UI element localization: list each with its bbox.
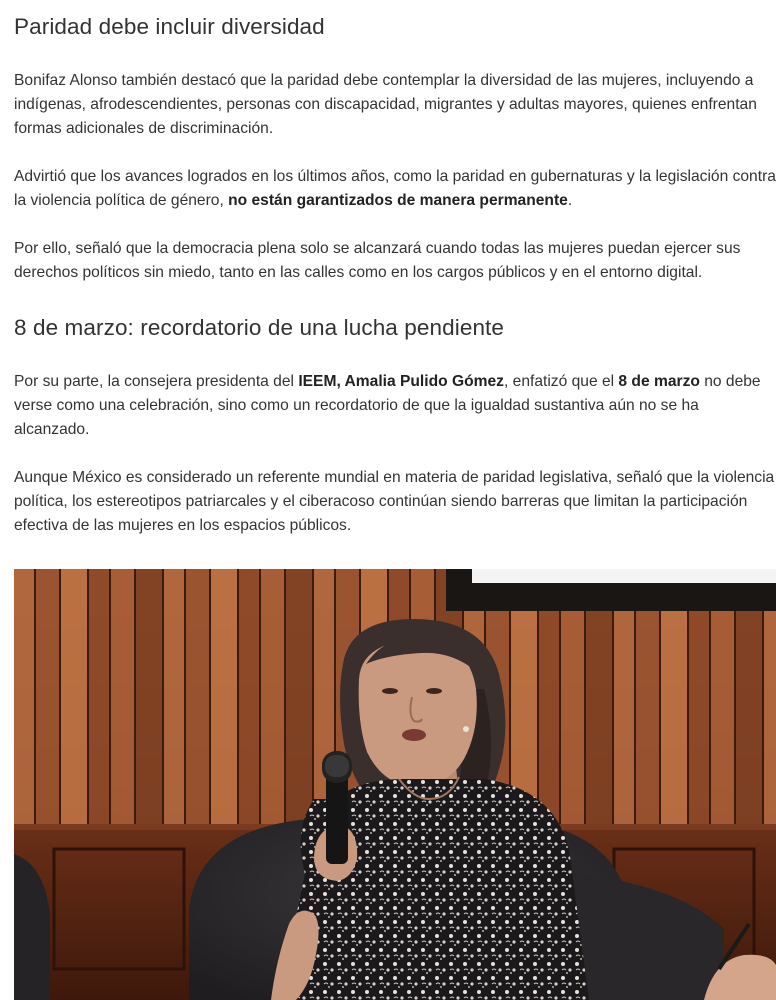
paragraph-democracia: Por ello, señaló que la democracia plena solo se alcanzará cuando todas las mujeres puedan ejercer sus derechos políticos sin miedo, tanto en las calles como en los cargos públicos y en el entorno digital. bbox=[14, 240, 741, 281]
wood-slat-gap bbox=[59, 569, 61, 824]
emphasis-no-garantizados: no están garantizados de manera permanente bbox=[228, 192, 568, 209]
paragraph-avances bbox=[14, 165, 776, 213]
left-eye bbox=[382, 688, 398, 694]
wood-slat bbox=[239, 569, 261, 824]
wood-slat bbox=[36, 569, 61, 824]
wood-slat-gap bbox=[312, 569, 314, 824]
paragraph-mexico-referente: Aunque México es considerado un referente mundial en materia de paridad legislativa, señaló que la violencia política, los estereotipos patriarcales y el ciberacoso continúan siendo barreras que limitan la participación efectiva de las mujeres en los espacios públicos. bbox=[14, 469, 775, 534]
wood-slat bbox=[89, 569, 111, 824]
wood-slat-gap bbox=[184, 569, 186, 824]
face bbox=[359, 639, 477, 787]
wood-slat-gap bbox=[134, 569, 136, 824]
paragraph-consejera-a: Por su parte, la consejera presidenta del bbox=[14, 373, 299, 390]
wood-slat-gap bbox=[259, 569, 261, 824]
paragraph-consejera-c: no debe verse como una celebración, sino como un recordatorio de que la igualdad sustantiva aún no se ha alcanzado. bbox=[14, 373, 761, 438]
paragraph-diversidad: Bonifaz Alonso también destacó que la paridad debe contemplar la diversidad de las mujeres, incluyendo a indígenas, afrodescendientes, personas con discapacidad, migrantes y adultas mayores, quienes enfrentan formas adicionales de discriminación. bbox=[14, 72, 757, 137]
microphone-grille bbox=[325, 755, 349, 777]
wood-slat-gap bbox=[109, 569, 111, 824]
emphasis-ieem-name: IEEM, Amalia Pulido Gómez bbox=[298, 373, 504, 390]
article-body bbox=[14, 12, 776, 538]
wood-slat bbox=[186, 569, 211, 824]
mouth bbox=[402, 729, 426, 741]
wood-slat bbox=[136, 569, 164, 824]
paragraph-consejera-b: , enfatizó que el bbox=[503, 373, 619, 390]
photo-illustration bbox=[14, 569, 776, 1000]
section-heading-paridad: Paridad debe incluir diversidad bbox=[14, 14, 325, 39]
wood-slat-gap bbox=[209, 569, 211, 824]
wood-slat bbox=[286, 569, 314, 824]
wood-slat bbox=[164, 569, 186, 824]
paragraph-consejera bbox=[14, 370, 776, 442]
microphone-handle bbox=[326, 774, 348, 864]
wood-slat-gap bbox=[162, 569, 164, 824]
paragraph-avances-end: . bbox=[567, 192, 573, 209]
earring bbox=[463, 726, 469, 732]
section-heading-8-marzo: 8 de marzo: recordatorio de una lucha pendiente bbox=[14, 315, 505, 340]
wood-slat-gap bbox=[284, 569, 286, 824]
right-eye bbox=[426, 688, 442, 694]
wood-slat-gap bbox=[237, 569, 239, 824]
wood-slat bbox=[261, 569, 286, 824]
wood-slat bbox=[111, 569, 136, 824]
article-photo bbox=[14, 569, 776, 1000]
paragraph-avances-text: Advirtió que los avances logrados en los últimos años, como la paridad en gubernaturas y la legislación contra la violencia política de género, bbox=[14, 168, 776, 209]
wood-slat-gap bbox=[87, 569, 89, 824]
wood-slat bbox=[211, 569, 239, 824]
wood-slat-gap bbox=[34, 569, 36, 824]
emphasis-8-marzo: 8 de marzo bbox=[618, 373, 700, 390]
wood-slat bbox=[61, 569, 89, 824]
wood-slat bbox=[14, 569, 36, 824]
projection-screen bbox=[472, 569, 776, 583]
